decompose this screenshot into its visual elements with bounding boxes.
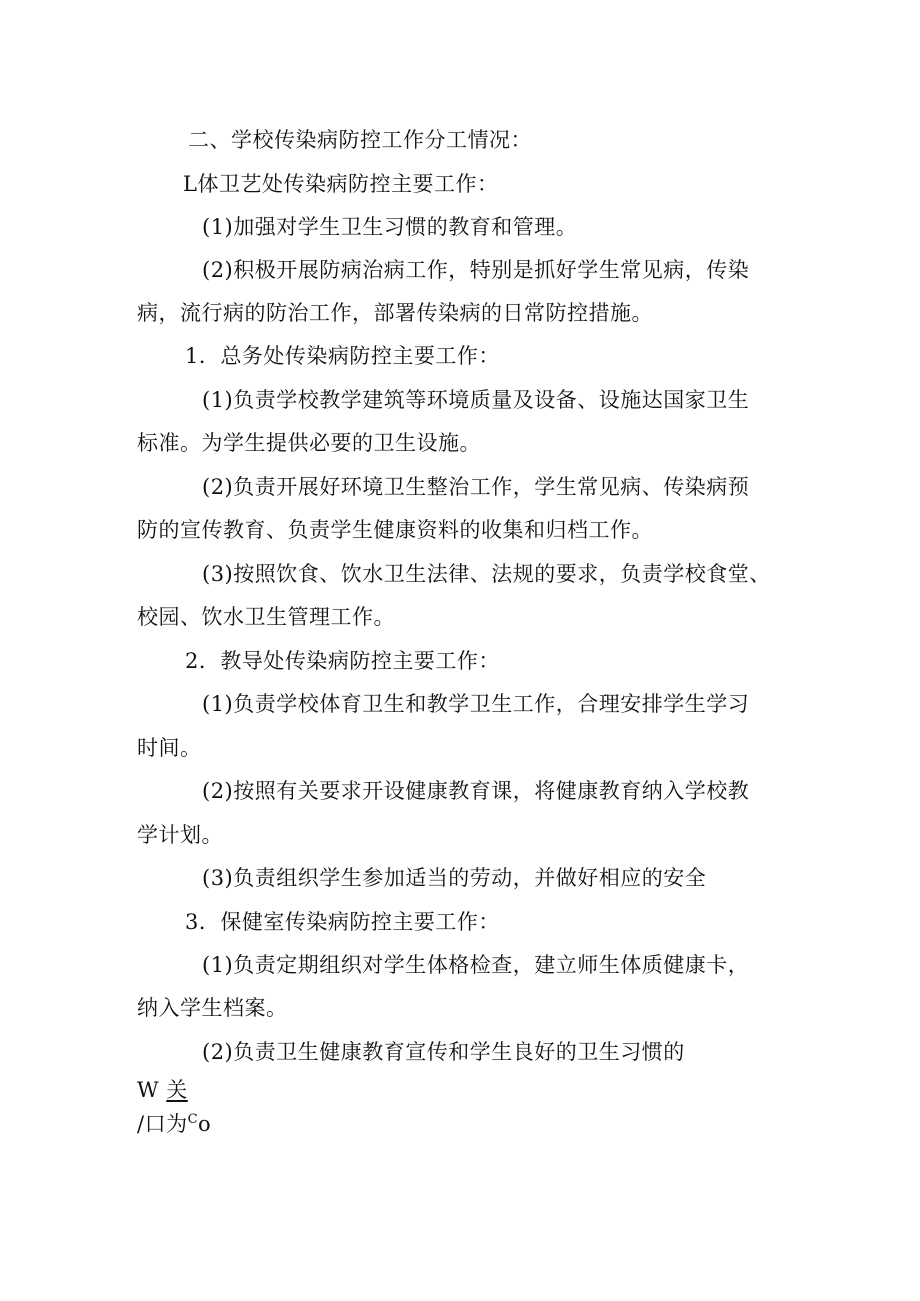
paragraph-line: (1)负责定期组织对学生体格检查，建立师生体质健康卡， xyxy=(202,953,750,977)
paragraph-line: (2)积极开展防病治病工作，特别是抓好学生常见病，传染 xyxy=(202,258,750,282)
fragment-w: W xyxy=(137,1078,160,1102)
subheading-baojianshi: 3．保健室传染病防控主要工作： xyxy=(185,910,500,934)
section-heading: 二、学校传染病防控工作分工情况： xyxy=(188,128,532,152)
paragraph-line: 纳入学生档案。 xyxy=(137,996,288,1020)
paragraph-line: (3)按照饮食、饮水卫生法律、法规的要求，负责学校食堂、 xyxy=(202,562,771,586)
paragraph-line: 时间。 xyxy=(137,736,202,760)
paragraph-line: (2)负责开展好环境卫生整治工作，学生常见病、传染病预 xyxy=(202,475,750,499)
ocr-fragment-a xyxy=(137,1076,188,1104)
fragment-sup: C xyxy=(187,1112,199,1127)
paragraph-line: (3)负责组织学生参加适当的劳动，并做好相应的安全 xyxy=(202,866,707,890)
paragraph-line: 校园、饮水卫生管理工作。 xyxy=(137,605,395,629)
subheading-zongwu: 1．总务处传染病防控主要工作： xyxy=(185,344,500,368)
paragraph-line: 学计划。 xyxy=(137,823,223,847)
paragraph-line: (2)负责卫生健康教育宣传和学生良好的卫生习惯的 xyxy=(202,1040,685,1064)
paragraph-line: 标准。为学生提供必要的卫生设施。 xyxy=(137,431,481,455)
paragraph-line: (1)加强对学生卫生习惯的教育和管理。 xyxy=(202,215,578,239)
paragraph-line: 病，流行病的防治工作，部署传染病的日常防控措施。 xyxy=(137,301,653,325)
paragraph-line: 防的宣传教育、负责学生健康资料的收集和归档工作。 xyxy=(137,518,653,542)
fragment-main: /口为 xyxy=(137,1112,188,1136)
paragraph-line: (1)负责学校教学建筑等环境质量及设备、设施达国家卫生 xyxy=(202,388,750,412)
ocr-fragment-b xyxy=(137,1110,211,1138)
paragraph-line: (1)负责学校体育卫生和教学卫生工作，合理安排学生学习 xyxy=(202,692,750,716)
fragment-guan: 关 xyxy=(166,1078,188,1102)
fragment-tail: o xyxy=(198,1112,212,1136)
subheading-tiweiyi: L体卫艺处传染病防控主要工作： xyxy=(183,172,499,196)
subheading-jiaodao: 2．教导处传染病防控主要工作： xyxy=(185,649,500,673)
paragraph-line: (2)按照有关要求开设健康教育课，将健康教育纳入学校教 xyxy=(202,779,750,803)
